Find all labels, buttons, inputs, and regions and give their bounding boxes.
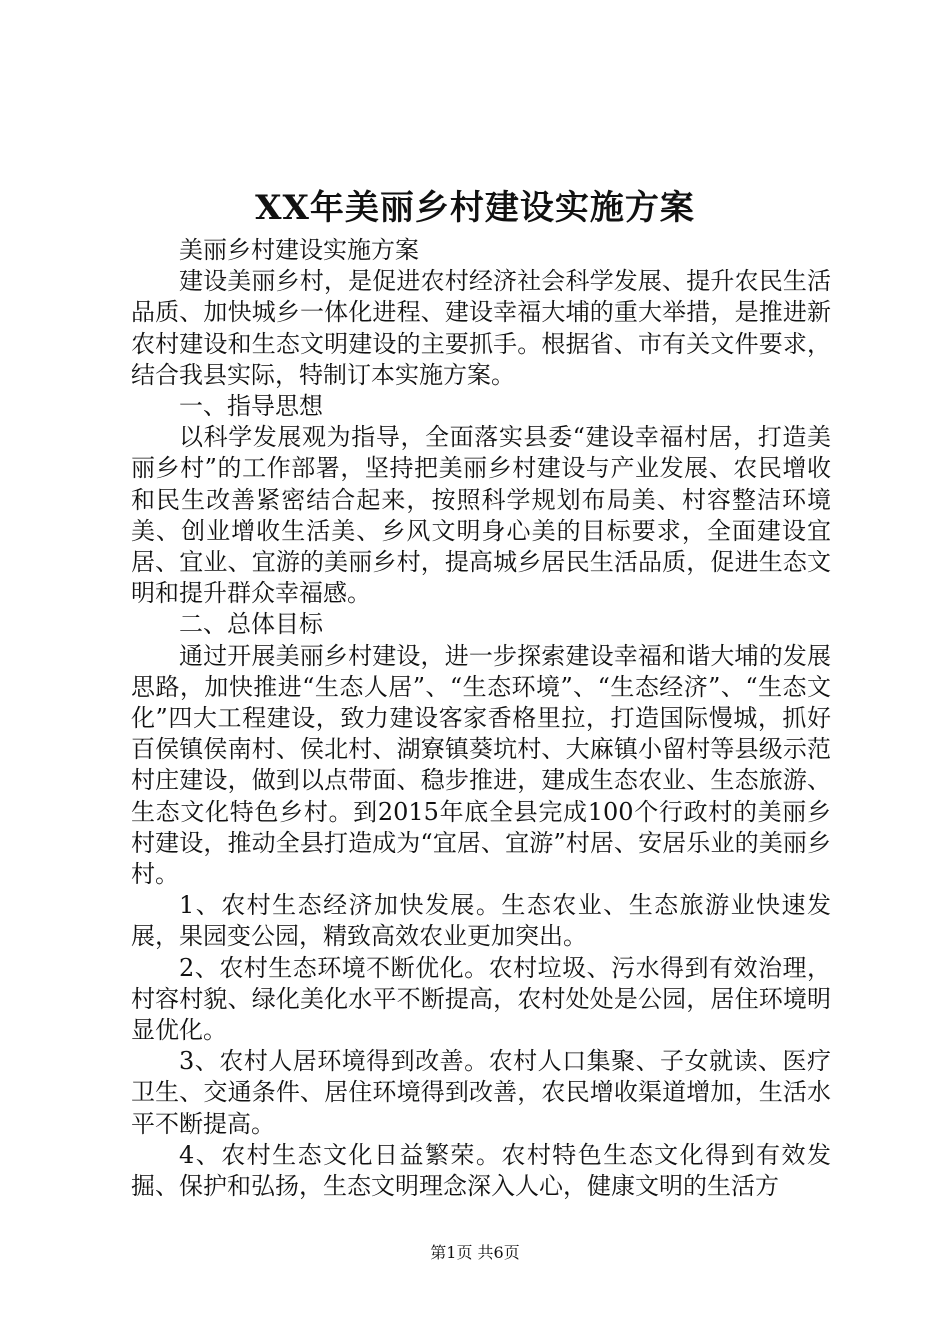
list-item-goal-1: 1、农村生态经济加快发展。生态农业、生态旅游业快速发展，果园变公园，精致高效农业更加突出。: [131, 891, 831, 951]
paragraph-overall-goal: 通过开展美丽乡村建设，进一步探索建设幸福和谐大埔的发展思路，加快推进“生态人居”、“生态环境”、“生态经济”、“生态文化”四大工程建设，致力建设客家香格里拉，打造国际慢城，抓好百侯镇侯南村、侯北村、湖寮镇葵坑村、大麻镇小留村等县级示范村庄建设，做到以点带面、稳步推进，建成生态农业、生态旅游、生态文化特色乡村。到2015年底全县完成100个行政村的美丽乡村建设，推动全县打造成为“宜居、宜游”村居、安居乐业的美丽乡村。: [131, 641, 831, 889]
paragraph-guiding-thought: 以科学发展观为指导，全面落实县委“建设幸福村居，打造美丽乡村”的工作部署，坚持把美丽乡村建设与产业发展、农民增收和民生改善紧密结合起来，按照科学规划布局美、村容整洁环境美、创业增收生活美、乡风文明身心美的目标要求，全面建设宜居、宜业、宜游的美丽乡村，提高城乡居民生活品质，促进生态文明和提升群众幸福感。: [131, 423, 831, 608]
paragraph-intro: 建设美丽乡村，是促进农村经济社会科学发展、提升农民生活品质、加快城乡一体化进程、建设幸福大埔的重大举措，是推进新农村建设和生态文明建设的主要抓手。根据省、市有关文件要求，结合我县实际，特制订本实施方案。: [131, 267, 831, 389]
list-item-goal-2: 2、农村生态环境不断优化。农村垃圾、污水得到有效治理，村容村貌、绿化美化水平不断提高，农村处处是公园，居住环境明显优化。: [131, 953, 831, 1045]
document-title: XX年美丽乡村建设实施方案: [255, 188, 695, 228]
paragraph-subtitle: 美丽乡村建设实施方案: [179, 236, 419, 264]
list-item-goal-3: 3、农村人居环境得到改善。农村人口集聚、子女就读、医疗卫生、交通条件、居住环境得到改善，农民增收渠道增加，生活水平不断提高。: [131, 1047, 831, 1138]
list-item-goal-4: 4、农村生态文化日益繁荣。农村特色生态文化得到有效发掘、保护和弘扬，生态文明理念深入人心，健康文明的生活方: [131, 1140, 831, 1201]
document-body: [131, 235, 831, 1202]
section-heading-guiding-thought: 一、指导思想: [179, 392, 323, 421]
page-number-footer: 第1页 共6页: [430, 1243, 520, 1262]
section-heading-overall-goal: 二、总体目标: [179, 610, 323, 639]
